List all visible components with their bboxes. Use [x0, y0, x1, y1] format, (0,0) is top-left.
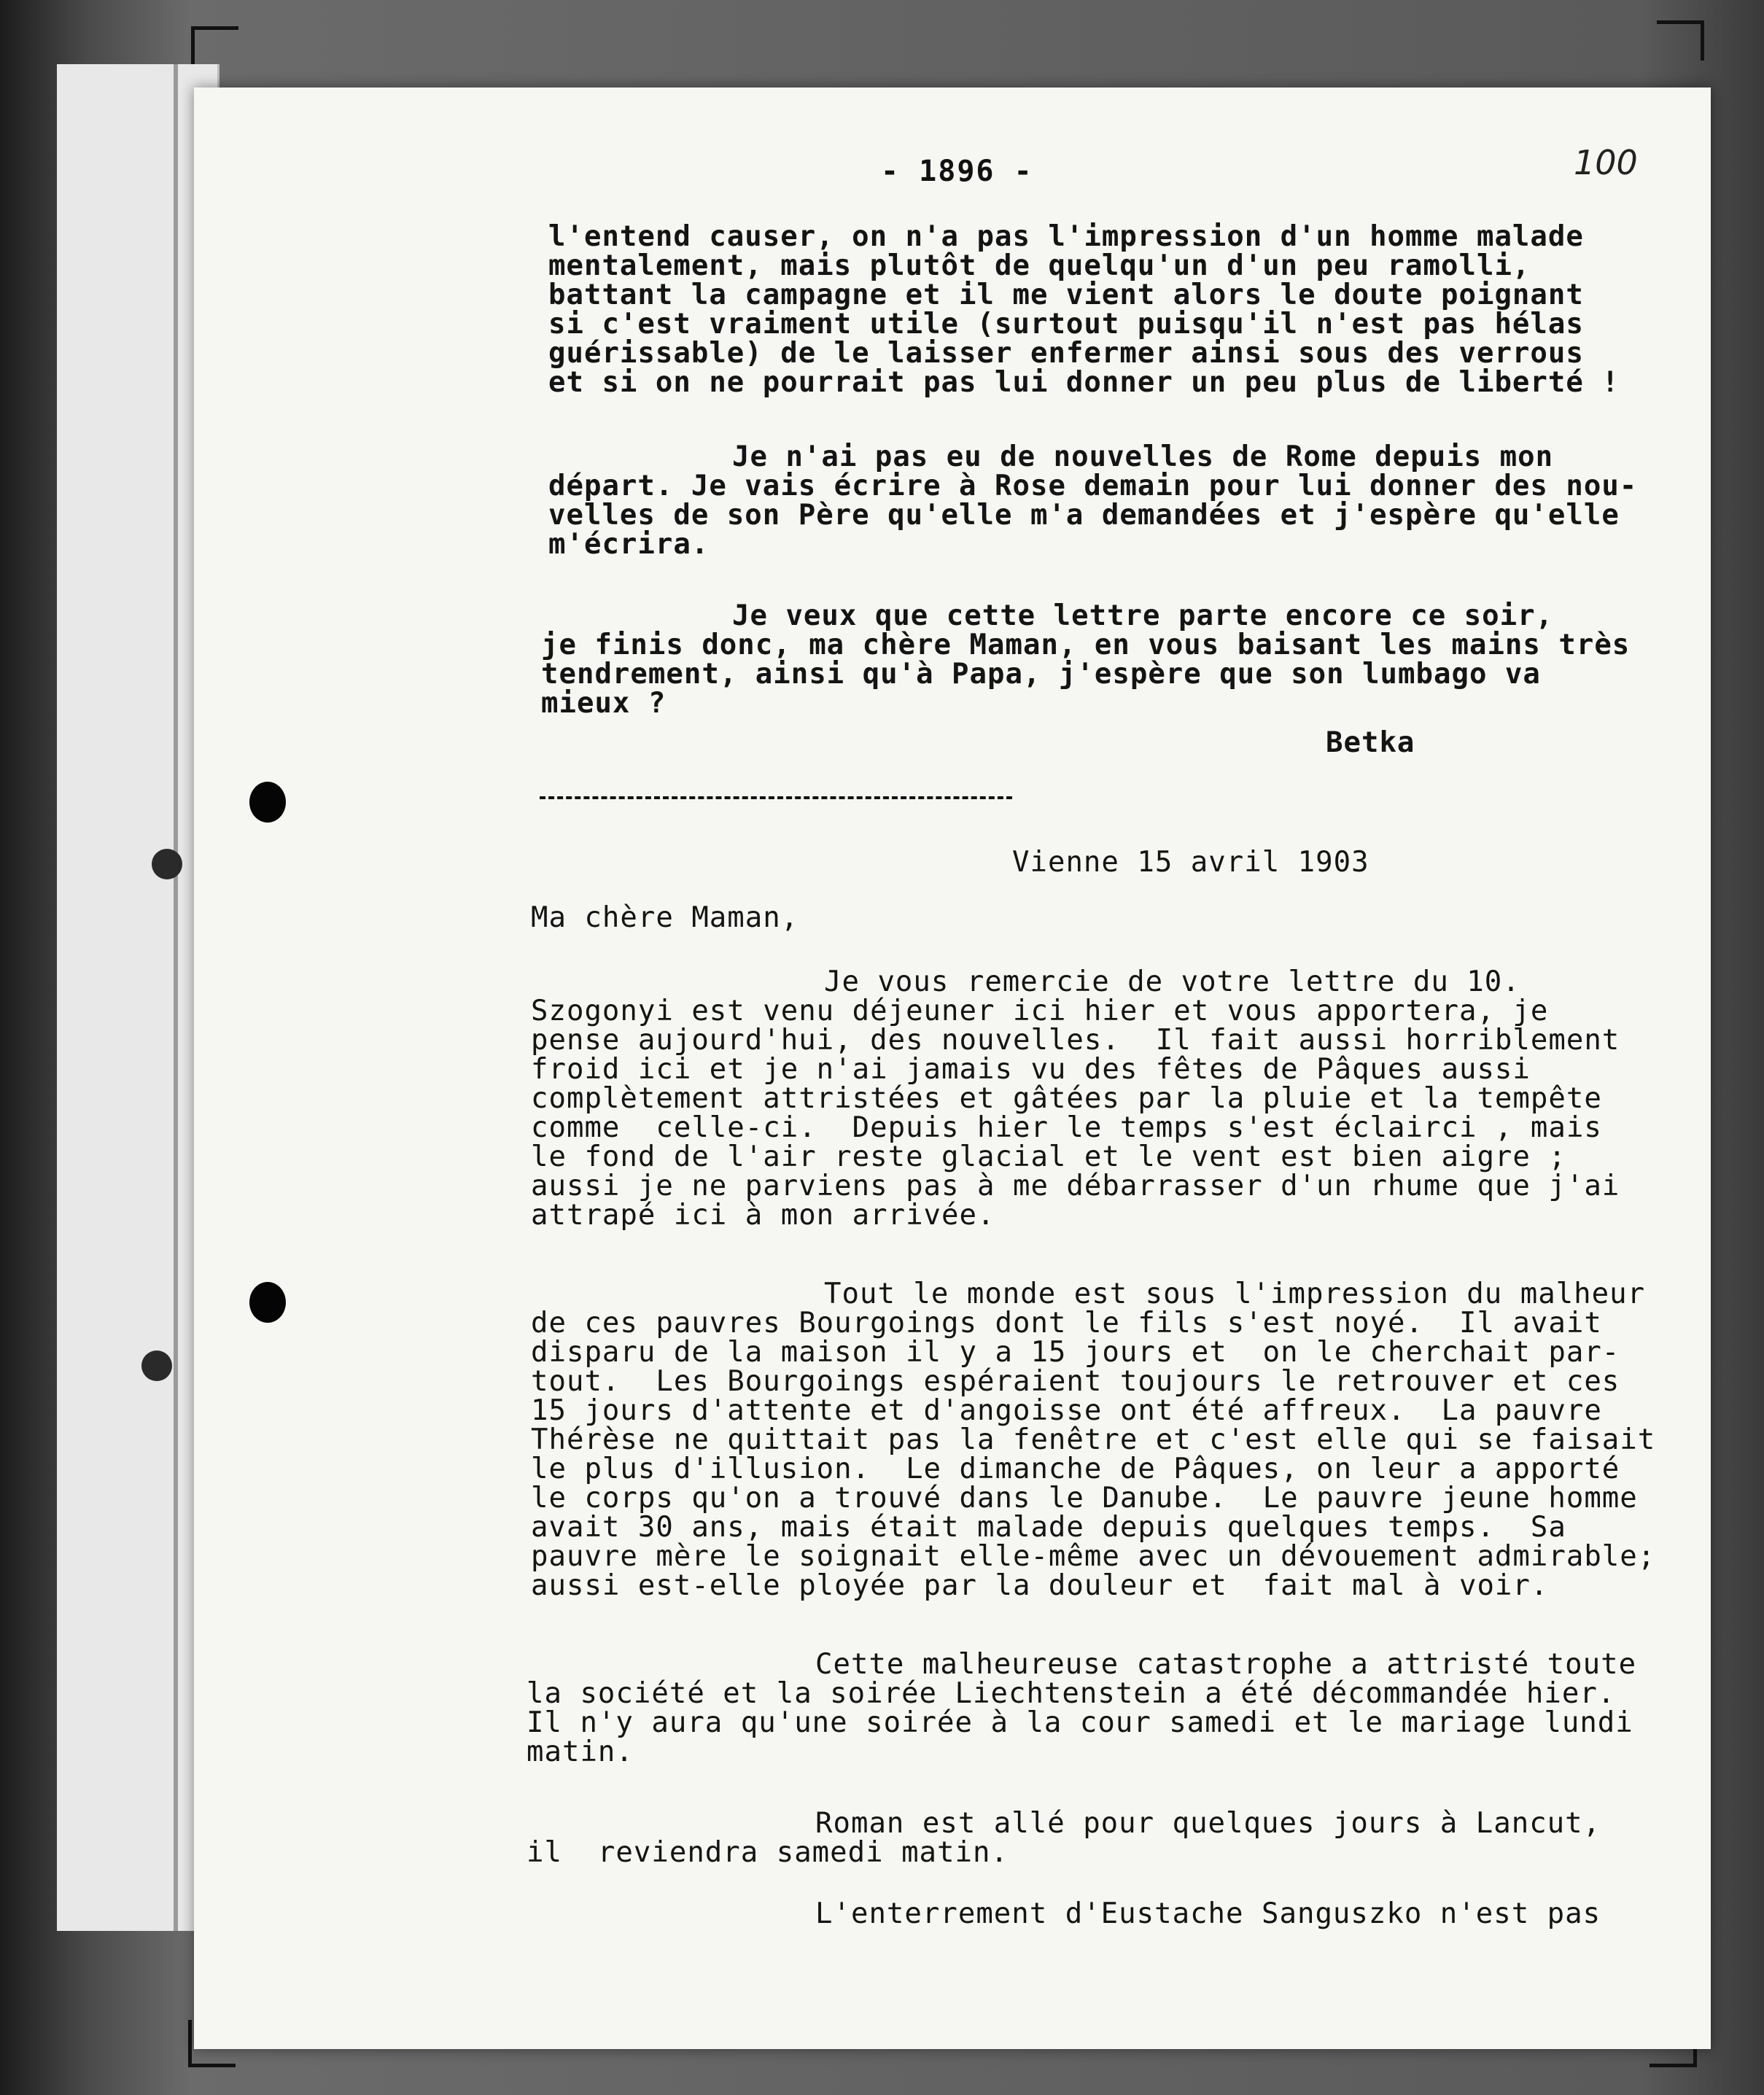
letter2-line: froid ici et je n'ai jamais vu des fêtes de Pâques aussi — [531, 1053, 1531, 1086]
crop-mark-top-left — [191, 26, 238, 66]
letter2-line: Roman est allé pour quelques jours à Lancut, — [815, 1807, 1601, 1840]
letter2-line: tout. Les Bourgoings espéraient toujours le retrouver et ces — [531, 1365, 1620, 1398]
folio-number: 100 — [1574, 143, 1638, 182]
binder-edge — [174, 64, 178, 1931]
letter1-line: velles de son Père qu'elle m'a demandées et j'espère qu'elle — [548, 499, 1620, 532]
letter1-line: Je veux que cette lettre parte encore ce soir, — [732, 599, 1554, 632]
binder-hole-icon — [141, 1350, 172, 1381]
letter1-line: l'entend causer, on n'a pas l'impression d'un homme malade — [548, 220, 1584, 253]
letter2-line: complètement attristées et gâtées par la pluie et la tempête — [531, 1082, 1602, 1115]
letter2-line: Thérèse ne quittait pas la fenêtre et c'est elle qui se faisait — [531, 1423, 1656, 1456]
letter2-line: avait 30 ans, mais était malade depuis quelques temps. Sa — [531, 1511, 1566, 1544]
letter1-line: si c'est vraiment utile (surtout puisqu'il n'est pas hélas — [548, 308, 1584, 341]
letter2-line: attrapé ici à mon arrivée. — [531, 1199, 995, 1232]
letter2-line: pense aujourd'hui, des nouvelles. Il fait aussi horriblement — [531, 1024, 1620, 1057]
crop-mark-top-right — [1657, 20, 1704, 61]
signature: Betka — [1326, 726, 1415, 759]
letter2-line: Cette malheureuse catastrophe a attristé toute — [815, 1648, 1637, 1681]
letter1-line: mieux ? — [541, 687, 667, 720]
letter2-line: aussi est-elle ployée par la douleur et fait mal à voir. — [531, 1569, 1549, 1602]
letter1-line: Je n'ai pas eu de nouvelles de Rome depuis mon — [732, 440, 1554, 473]
letter2-line: le plus d'illusion. Le dimanche de Pâques, on leur a apporté — [531, 1453, 1620, 1485]
letter2-line: pauvre mère le soignait elle-même avec un dévouement admirable; — [531, 1540, 1656, 1573]
letter2-line: Je vous remercie de votre lettre du 10. — [824, 965, 1520, 998]
letter1-line: battant la campagne et il me vient alors le doute poignant — [548, 279, 1584, 311]
letter1-line: et si on ne pourrait pas lui donner un peu plus de liberté ! — [548, 366, 1620, 399]
letter1-line: m'écrira. — [548, 528, 710, 561]
letter2-line: la société et la soirée Liechtenstein a été décommandée hier. — [527, 1677, 1616, 1710]
letter2-line: disparu de la maison il y a 15 jours et on le cherchait par- — [531, 1336, 1620, 1369]
letter2-line: 15 jours d'attente et d'angoisse ont été affreux. La pauvre — [531, 1394, 1602, 1427]
letter2-line: matin. — [527, 1736, 634, 1768]
letter2-line: Il n'y aura qu'une soirée à la cour samedi et le mariage lundi — [527, 1706, 1633, 1739]
letter2-line: de ces pauvres Bourgoings dont le fils s'est noyé. Il avait — [531, 1307, 1602, 1340]
letter1-line: guérissable) de le laisser enfermer ainsi sous des verrous — [548, 337, 1584, 370]
punch-hole-icon — [249, 782, 286, 823]
letter2-salutation: Ma chère Maman, — [531, 901, 799, 934]
letter2-line: Szogonyi est venu déjeuner ici hier et vous apportera, je — [531, 995, 1549, 1027]
letter1-line: mentalement, mais plutôt de quelqu'un d'un peu ramolli, — [548, 249, 1531, 282]
letter-divider — [540, 796, 1012, 799]
letter2-line: le fond de l'air reste glacial et le vent est bien aigre ; — [531, 1140, 1566, 1173]
letter2-line: le corps qu'on a trouvé dans le Danube. Le pauvre jeune homme — [531, 1482, 1638, 1515]
letter2-line: il reviendra samedi matin. — [527, 1836, 1009, 1869]
letter1-line: départ. Je vais écrire à Rose demain pour lui donner des nou- — [548, 470, 1638, 502]
letter2-line: L'enterrement d'Eustache Sanguszko n'est pas — [815, 1897, 1601, 1930]
binder-hole-icon — [152, 849, 182, 879]
letter2-date: Vienne 15 avril 1903 — [1012, 846, 1369, 879]
letter2-line: aussi je ne parviens pas à me débarrasser d'un rhume que j'ai — [531, 1170, 1620, 1202]
page-number: - 1896 - — [881, 155, 1033, 188]
letter1-line: je finis donc, ma chère Maman, en vous baisant les mains très — [541, 629, 1631, 661]
letter2-line: Tout le monde est sous l'impression du malheur — [824, 1278, 1646, 1310]
punch-hole-icon — [249, 1282, 286, 1323]
letter2-line: comme celle-ci. Depuis hier le temps s'est éclairci , mais — [531, 1111, 1602, 1144]
letter1-line: tendrement, ainsi qu'à Papa, j'espère que son lumbago va — [541, 658, 1541, 691]
